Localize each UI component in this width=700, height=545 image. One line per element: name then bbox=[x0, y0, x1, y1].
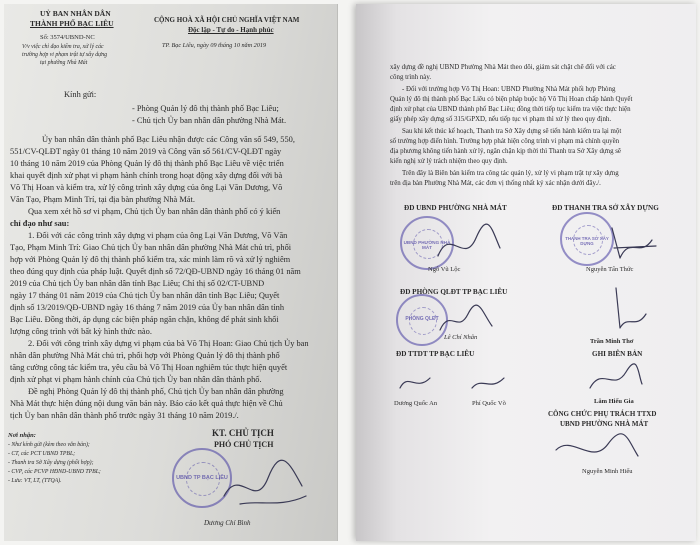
signature-icon bbox=[468, 368, 508, 396]
cc-item: - Như kính gửi (kèm theo văn bản); bbox=[8, 442, 90, 448]
recipient-1: - Phòng Quản lý đô thị thành phố Bạc Liêu; bbox=[132, 104, 279, 113]
minutes-line: kiến nghị xử lý trách nhiệm theo quy định. bbox=[390, 158, 508, 165]
party2-name: Nguyễn Tấn Thức bbox=[586, 266, 634, 273]
body-line: tịch Ủy ban nhân dân thành phố trước ngày 31 tháng 10 năm 2019./. bbox=[10, 411, 239, 420]
signature-icon bbox=[586, 360, 646, 396]
kinh-gui-label: Kính gửi: bbox=[64, 90, 97, 99]
signature-icon bbox=[434, 220, 504, 270]
officer-title-line2: UBND PHƯỜNG NHÀ MÁT bbox=[560, 420, 649, 428]
body-line: Ủy ban nhân dân thành phố Bạc Liêu nhận được các Công văn số 549, 550, bbox=[42, 135, 295, 144]
signature-icon bbox=[606, 218, 666, 268]
recipient-2: - Chủ tịch Ủy ban nhân dân phường Nhà Mát. bbox=[132, 116, 287, 125]
body-line: Văn Tạo, Phạm Minh Trí, tại địa bàn phường Nhà Mát. bbox=[10, 195, 195, 204]
officer-title-line1: CÔNG CHỨC PHỤ TRÁCH TTXD bbox=[548, 410, 657, 418]
doc-number: Số: 3574/UBND-NC bbox=[40, 34, 95, 41]
party1-title: ĐD UBND PHƯỜNG NHÀ MÁT bbox=[404, 204, 507, 212]
signature-icon bbox=[220, 456, 310, 516]
officer-name: Nguyễn Minh Hiếu bbox=[582, 468, 633, 475]
body-line: chỉ đạo như sau: bbox=[10, 219, 70, 228]
body-line: Võ Thị Hoan và kiểm tra, xử lý công trình xây dựng của ông Lại Văn Dương, Võ bbox=[10, 183, 283, 192]
party5-title: ĐD TTDT TP BẠC LIÊU bbox=[396, 350, 475, 358]
body-line: 2019 của Chủ tịch Ủy ban nhân dân tỉnh Bạc Liêu; Chỉ thị số 02/CT-UBND bbox=[10, 279, 265, 288]
stamp2-text: THANH TRA SỞ XÂY DỰNG bbox=[565, 236, 609, 246]
party1-name: Ngô Vũ Lộc bbox=[428, 266, 461, 273]
signature-icon bbox=[396, 366, 436, 396]
body-line: hợp với Phòng Quản lý đô thị thành phố kiểm tra, xác minh làm rõ và xử lý nghiêm bbox=[10, 255, 291, 264]
party3-title: ĐD PHÒNG QLĐT TP BẠC LIÊU bbox=[400, 288, 508, 296]
body-line: Tạo, Phạm Minh Trí: Giao Chủ tịch Ủy ban nhân dân phường Nhà Mát chủ trì, phối bbox=[10, 243, 292, 252]
party2-title: ĐD THANH TRA SỞ XÂY DỰNG bbox=[552, 204, 659, 212]
bottom-name-3: Lâm Hiếu Gia bbox=[594, 398, 634, 405]
minutes-line: địa phương không tiến hành xử lý, ngăn chặn kịp thời thì Thanh tra Sở Xây dựng sẽ bbox=[390, 148, 621, 155]
body-line: nhân dân phường Nhà Mát chủ trì, phối hợp với Phòng Quản lý đô thị thành phố bbox=[10, 351, 280, 360]
org-name-line1: UỶ BAN NHÂN DÂN bbox=[40, 9, 111, 18]
left-document-page bbox=[4, 4, 338, 541]
party4-role: GHI BIÊN BẢN bbox=[592, 350, 643, 358]
subject-line3: tại phường Nhà Mát bbox=[40, 60, 88, 66]
body-line: định xử phạt vi phạm hành chính của Chủ tịch Ủy ban nhân dân thành phố. bbox=[10, 375, 262, 384]
party4-name: Trần Minh Thơ bbox=[590, 338, 634, 345]
body-line: Bạc Liêu. Đồng thời, áp dụng các biện pháp ngăn chặn, không để phát sinh khối bbox=[10, 315, 279, 324]
minutes-line: trên địa bàn Phường Nhà Mát, các đơn vị thống nhất ký xác nhận dưới đây./. bbox=[390, 180, 601, 187]
party3-name: Lê Chí Nhân bbox=[444, 334, 478, 341]
sign-role-1: KT. CHỦ TỊCH bbox=[212, 428, 274, 438]
body-line: Qua xem xét hồ sơ vi phạm, Chủ tịch Ủy ban nhân dân thành phố có ý kiến bbox=[28, 207, 281, 216]
cc-label: Nơi nhận: bbox=[8, 432, 36, 439]
bottom-name-1: Dương Quốc An bbox=[394, 400, 438, 407]
sign-role-2: PHÓ CHỦ TỊCH bbox=[214, 440, 274, 449]
cc-item: - Thanh tra Sở Xây dựng (phối hợp); bbox=[8, 460, 94, 466]
body-line: định số 13/2019/QĐ-UBND ngày 16 tháng 7 năm 2019 của Ủy ban nhân dân tỉnh bbox=[10, 303, 285, 312]
org-name-line2: THÀNH PHỐ BẠC LIÊU bbox=[30, 19, 114, 28]
subject-line1: V/v việc chỉ đạo kiểm tra, xử lý các bbox=[22, 44, 104, 50]
bottom-name-2: Phí Quốc Võ bbox=[472, 400, 506, 407]
nation-title: CỘNG HOÀ XÃ HỘI CHỦ NGHĨA VIỆT NAM bbox=[154, 16, 300, 24]
stamp-text: UBND TP BẠC LIÊU bbox=[176, 475, 228, 481]
subject-line2: trường hợp vi phạm trật tự xây dựng bbox=[22, 52, 108, 58]
cc-item: - CVP, các PCVP HĐND-UBND TPBL; bbox=[8, 469, 101, 475]
nation-motto: Độc lập - Tự do - Hạnh phúc bbox=[188, 26, 274, 34]
minutes-line: định xử phạt của UBND thành phố Bạc Liêu; đồng thời tiếp tục kiểm tra việc thực hiện bbox=[390, 106, 631, 113]
minutes-line: Trên đây là Biên bản kiểm tra công tác quản lý, xử lý vi phạm trật tự xây dựng bbox=[402, 170, 619, 177]
minutes-line: công trình này. bbox=[390, 74, 432, 81]
body-line: Nhà Mát thực hiện đúng nội dung văn bản này. Báo cáo kết quả thực hiện về Chủ bbox=[10, 399, 283, 408]
signature-icon bbox=[606, 284, 656, 336]
body-line: tăng cường công tác kiểm tra, yêu cầu bà Võ Thị Hoan nghiêm túc thực hiện quyết bbox=[10, 363, 288, 372]
body-line: 551/CV-QLĐT ngày 01 tháng 10 năm 2019 và Công văn số 561/CV-QLĐT ngày bbox=[10, 147, 282, 156]
cc-item: - Lưu: VT, LT, (TTQA). bbox=[8, 478, 62, 484]
right-document-page bbox=[356, 4, 696, 541]
body-line: 2. Đối với công trình xây dựng vi phạm của bà Võ Thị Hoan: Giao Chủ tịch Ủy ban bbox=[28, 339, 309, 348]
minutes-line: giấy phép xây dựng số 315/GPXD, nếu tiếp tục vi phạm thì xử lý theo quy định. bbox=[390, 116, 612, 123]
body-line: ngày 17 tháng 01 năm 2019 của Chủ tịch Ủy ban nhân dân tỉnh Bạc Liêu; Quyết bbox=[10, 291, 280, 300]
cc-item: - CT, các PCT UBND TPBL; bbox=[8, 451, 76, 457]
body-line: Đề nghị Phòng Quản lý đô thị thành phố, Chủ tịch Ủy ban nhân dân phường bbox=[28, 387, 284, 396]
minutes-line: - Đối với trường hợp Võ Thị Hoan: UBND Phường Nhà Mát phối hợp Phòng bbox=[402, 86, 616, 93]
minutes-line: Sau khi kết thúc kế hoạch, Thanh tra Sở Xây dựng sẽ tiến hành kiểm tra lại một bbox=[402, 128, 622, 135]
minutes-line: số trường hợp điển hình. Trường hợp phát hiện công trình vi phạm mà chính quyền bbox=[390, 138, 620, 145]
minutes-line: xây dựng đề nghị UBND Phường Nhà Mát theo dõi, giám sát chặt chẽ đối với các bbox=[390, 64, 616, 71]
body-line: khai quyết định xử phạt vi phạm hành chính trong hoạt động xây dựng đối với bà bbox=[10, 171, 283, 180]
minutes-line: Quản lý đô thị thành phố Bạc Liêu có biện pháp buộc hộ Võ Thị Hoan chấp hành Quyết bbox=[390, 96, 633, 103]
body-line: lượng công trình với bất kỳ hình thức nào. bbox=[10, 327, 152, 336]
body-line: 10 tháng 10 năm 2019 của Phòng Quản lý đô thị thành phố Bạc Liêu về việc triển bbox=[10, 159, 284, 168]
stamp3-text: PHÒNG QLĐT bbox=[405, 316, 439, 322]
body-line: 1. Đối với các công trình xây dựng vi phạm của ông Lại Văn Dương, Võ Văn bbox=[28, 231, 288, 240]
body-line: theo đúng quy định của pháp luật. Quyết định số 72/QĐ-UBND ngày 16 tháng 01 năm bbox=[10, 267, 301, 276]
signer-name: Dương Chí Bình bbox=[204, 519, 251, 527]
stamp1-text: UBND PHƯỜNG NHÀ MÁT bbox=[403, 240, 451, 250]
signature-icon bbox=[436, 304, 496, 338]
signature-icon bbox=[552, 430, 642, 472]
date-line: TP. Bạc Liêu, ngày 09 tháng 10 năm 2019 bbox=[162, 42, 267, 49]
